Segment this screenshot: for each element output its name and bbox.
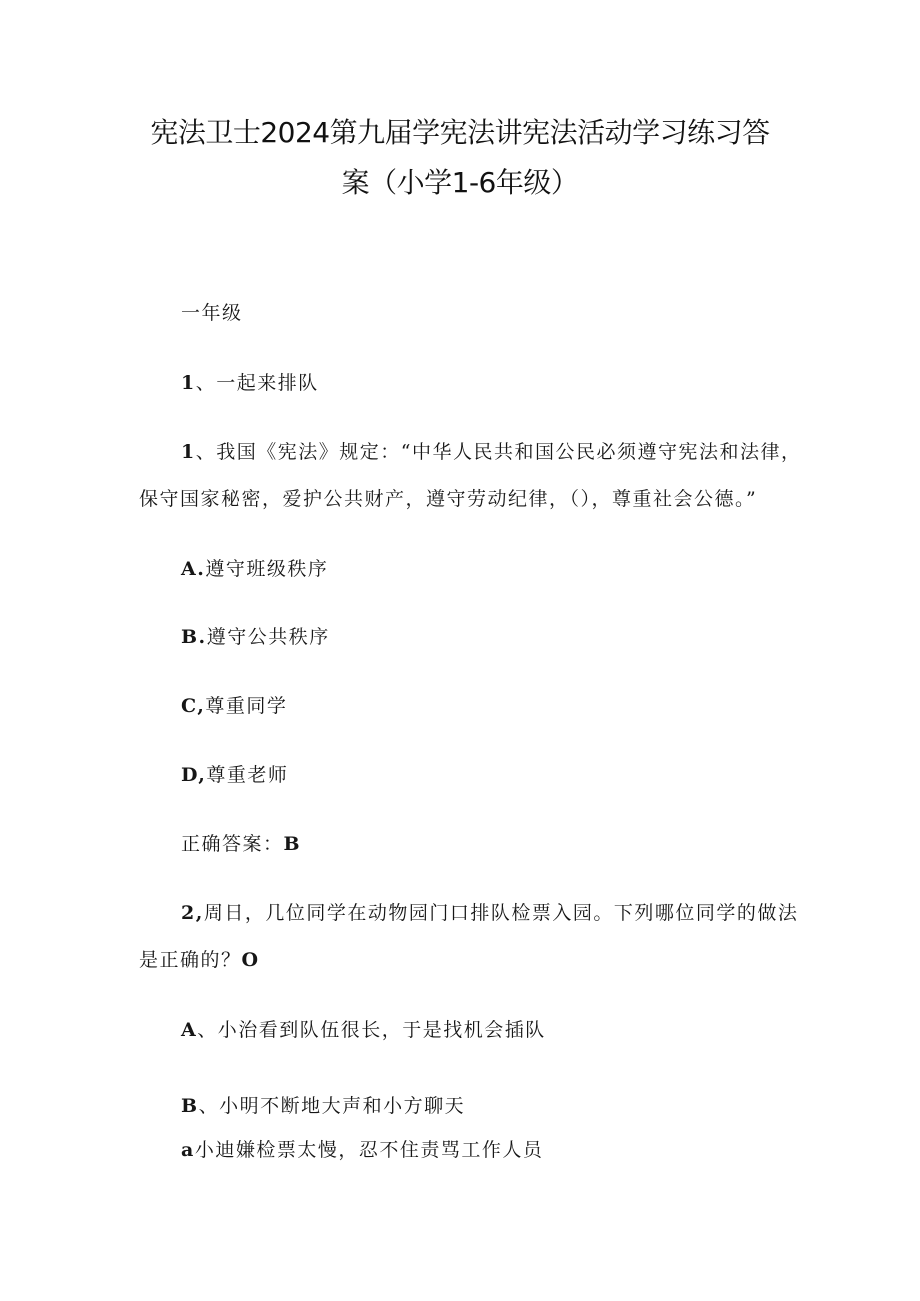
answer-value: B	[283, 833, 302, 855]
question-2-option-a	[181, 1017, 546, 1043]
question-1-option-c	[181, 693, 287, 719]
section-heading	[181, 370, 319, 396]
question-2-option-c	[181, 1137, 543, 1163]
option-text: 遵守公共秩序	[206, 626, 330, 648]
option-text: 尊重同学	[205, 695, 288, 717]
question-2-line-2	[139, 947, 260, 973]
answer-label: 正确答案：	[181, 833, 284, 855]
document-title	[0, 108, 920, 208]
question-2-text-1: 周日，几位同学在动物园门口排队检票入园。下列哪位同学的做法	[203, 902, 799, 924]
question-2-line-1	[181, 900, 798, 926]
grade-heading: 一年级	[181, 302, 243, 324]
question-2-number: 2,	[181, 902, 204, 924]
question-1-text-1: 、我国《宪法》规定：“中华人民共和国公民必须遵守宪法和法律，	[195, 441, 802, 463]
section-title: 、一起来排队	[195, 372, 319, 394]
option-key: B	[181, 1095, 199, 1117]
option-key: B.	[181, 626, 207, 648]
option-key: A	[181, 1019, 198, 1041]
question-1-option-d	[181, 762, 288, 788]
section-number: 1	[181, 372, 196, 394]
option-text: 尊重老师	[206, 764, 289, 786]
question-1-option-a	[181, 556, 328, 582]
question-1-answer	[181, 831, 301, 857]
option-text: 、小治看到队伍很长，于是找机会插队	[197, 1019, 546, 1041]
option-key: C,	[181, 695, 206, 717]
question-1-number: 1	[181, 441, 196, 463]
question-2-option-b	[181, 1093, 465, 1119]
option-key: A.	[181, 558, 206, 580]
question-1-option-b	[181, 624, 330, 650]
option-key: D,	[181, 764, 207, 786]
question-1-line-2: 保守国家秘密，爱护公共财产，遵守劳动纪律，（），尊重社会公德。”	[139, 488, 758, 510]
question-2-text-2: 是正确的？	[139, 949, 242, 971]
option-text: 遵守班级秩序	[205, 558, 329, 580]
option-text: 小迪嫌检票太慢，忍不住责骂工作人员	[194, 1139, 544, 1161]
title-line-2: 案（小学1-6年级）	[341, 166, 579, 199]
question-2-blank-mark: O	[241, 949, 260, 971]
option-text: 、小明不断地大声和小方聊天	[198, 1095, 466, 1117]
title-line-1: 宪法卫士2024第九届学宪法讲宪法活动学习练习答	[150, 116, 770, 149]
option-key: a	[181, 1139, 195, 1161]
question-1-line-1	[181, 439, 801, 465]
